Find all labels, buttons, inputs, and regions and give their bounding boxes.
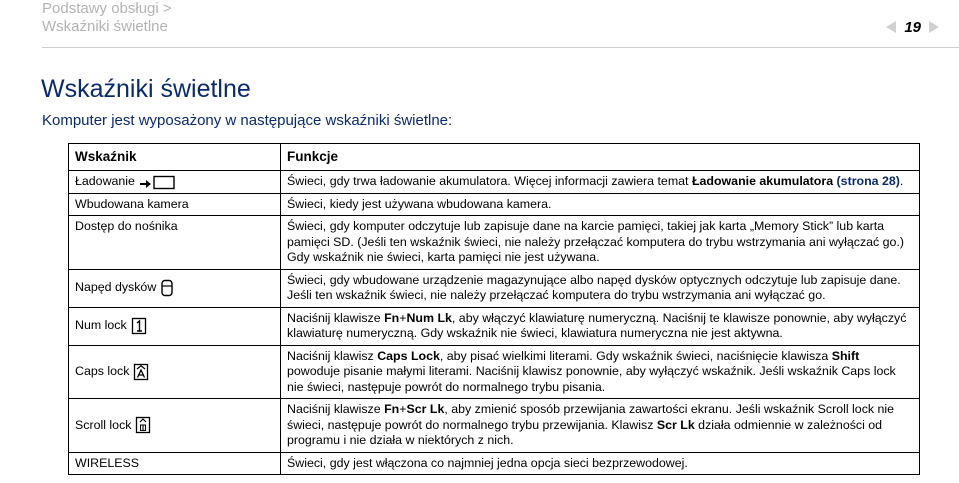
indicator-name: Ładowanie — [75, 173, 135, 188]
table-row — [69, 452, 920, 475]
function-text: Świeci, kiedy jest używana wbudowana kamera. — [287, 196, 552, 211]
function-cell — [281, 307, 920, 345]
table-row — [69, 216, 920, 270]
function-cell — [281, 345, 920, 399]
key-plus: + — [399, 402, 407, 416]
previous-page-icon[interactable] — [884, 20, 898, 34]
function-topic: Ładowanie akumulatora — [691, 173, 834, 188]
function-text: działa odmiennie w zależności od programu i nie działa w niektórych z nich. — [287, 417, 883, 447]
table-row — [69, 193, 920, 216]
page-subtitle: Komputer jest wyposażony w następujące wskaźniki świetlne: — [42, 112, 453, 129]
function-cell — [281, 193, 920, 216]
key-name: Num Lk — [406, 310, 452, 325]
key-name: Shift — [831, 348, 860, 363]
function-text: Świeci, gdy jest włączona co najmniej jedna opcja sieci bezprzewodowej. — [287, 455, 688, 470]
key-name: Fn — [384, 402, 400, 416]
indicator-cell — [69, 269, 281, 307]
next-page-icon[interactable] — [927, 20, 941, 34]
table-row — [69, 307, 920, 345]
column-header-function: Funkcje — [281, 144, 920, 171]
function-text: , aby pisać wielkimi literami. Gdy wskaźnik świeci, naciśnięcie klawisza — [439, 348, 832, 363]
battery-charging-icon — [139, 174, 177, 190]
page-header — [0, 0, 959, 48]
function-cell — [281, 452, 920, 475]
indicator-cell — [69, 452, 281, 475]
function-cell — [281, 269, 920, 307]
header-divider — [42, 47, 959, 48]
page-number: 19 — [904, 18, 921, 36]
indicator-name: Wbudowana kamera — [75, 196, 189, 211]
indicator-cell — [69, 307, 281, 345]
function-text: Naciśnij klawisz — [287, 348, 378, 363]
function-text: Naciśnij klawisze — [287, 402, 385, 416]
indicator-cell — [69, 193, 281, 216]
key-plus: + — [399, 310, 407, 325]
function-cell — [281, 216, 920, 270]
indicator-cell — [69, 399, 281, 453]
function-text: , aby włączyć klawiaturę numeryczną. Naciśnij te klawisze ponownie, aby wyłączyć klawiaturę numeryczną. Gdy wskaźnik nie świeci, klawiatura numeryczna nie jest aktywna. — [287, 310, 907, 340]
table-row — [69, 345, 920, 399]
column-header-indicator: Wskaźnik — [69, 144, 281, 171]
caps-lock-icon — [133, 363, 149, 381]
indicator-cell — [69, 170, 281, 193]
function-text: , aby zmienić sposób przewijania zawartości ekranu. Jeśli wskaźnik Scroll lock nie świeci, następuje powrót do normalnego trybu przewijania. Klawisz — [287, 402, 895, 432]
key-name: Scr Lk — [406, 402, 445, 416]
breadcrumb-parent[interactable]: Podstawy obsługi > — [42, 0, 172, 17]
function-cell — [281, 170, 920, 193]
indicator-name: Dostęp do nośnika — [75, 219, 178, 233]
indicator-name: Napęd dysków — [75, 280, 157, 295]
table-header-row — [69, 144, 920, 171]
key-name: Fn — [384, 310, 400, 325]
function-text: powoduje pisanie małymi literami. Naciśnij klawisz ponownie, aby wyłączyć wskaźnik. Jeśli wskaźnik Caps lock nie świeci, następuje powrót do normalnego trybu pisania. — [287, 364, 896, 394]
function-text: Świeci, gdy wbudowane urządzenie magazynujące albo napęd dysków optycznych odczytuje lub zapisuje dane. Jeśli ten wskaźnik świeci, nie należy przełączać komputera do trybu wstrzymania ani wyłączać go. — [287, 272, 901, 302]
scroll-lock-icon — [135, 416, 151, 434]
indicator-name: Scroll lock — [75, 417, 132, 432]
page-navigation — [884, 16, 941, 38]
indicator-cell — [69, 216, 281, 270]
function-cell — [281, 399, 920, 453]
function-text-end: . — [899, 173, 904, 188]
indicator-cell — [69, 345, 281, 399]
indicator-name: Num lock — [75, 318, 127, 333]
function-text: Świeci, gdy komputer odczytuje lub zapisuje dane na karcie pamięci, takiej jak karta „Memory Stick” lub karta pamięci SD. (Jeśli ten wskaźnik świeci, nie należy przełączać komputera do trybu wstrzymania ani wyłączać go.) Gdy wskaźnik nie świeci, karta pamięci nie jest używana. — [287, 219, 905, 264]
function-text: Naciśnij klawisze — [287, 310, 385, 325]
table-row — [69, 170, 920, 193]
key-name: Caps Lock — [377, 348, 440, 363]
num-lock-icon — [131, 317, 147, 335]
indicator-table — [68, 143, 920, 475]
breadcrumb-current: Wskaźniki świetlne — [42, 18, 168, 35]
page-title: Wskaźniki świetlne — [41, 75, 251, 103]
disc-drive-icon — [160, 279, 174, 297]
function-text: Świeci, gdy trwa ładowanie akumulatora. Więcej informacji zawiera temat — [287, 173, 692, 188]
table-row — [69, 399, 920, 453]
page-link[interactable]: (strona 28) — [836, 173, 900, 188]
table-row — [69, 269, 920, 307]
indicator-name: Caps lock — [75, 364, 130, 378]
key-name: Scr Lk — [656, 417, 695, 432]
indicator-name: WIRELESS — [75, 455, 140, 470]
